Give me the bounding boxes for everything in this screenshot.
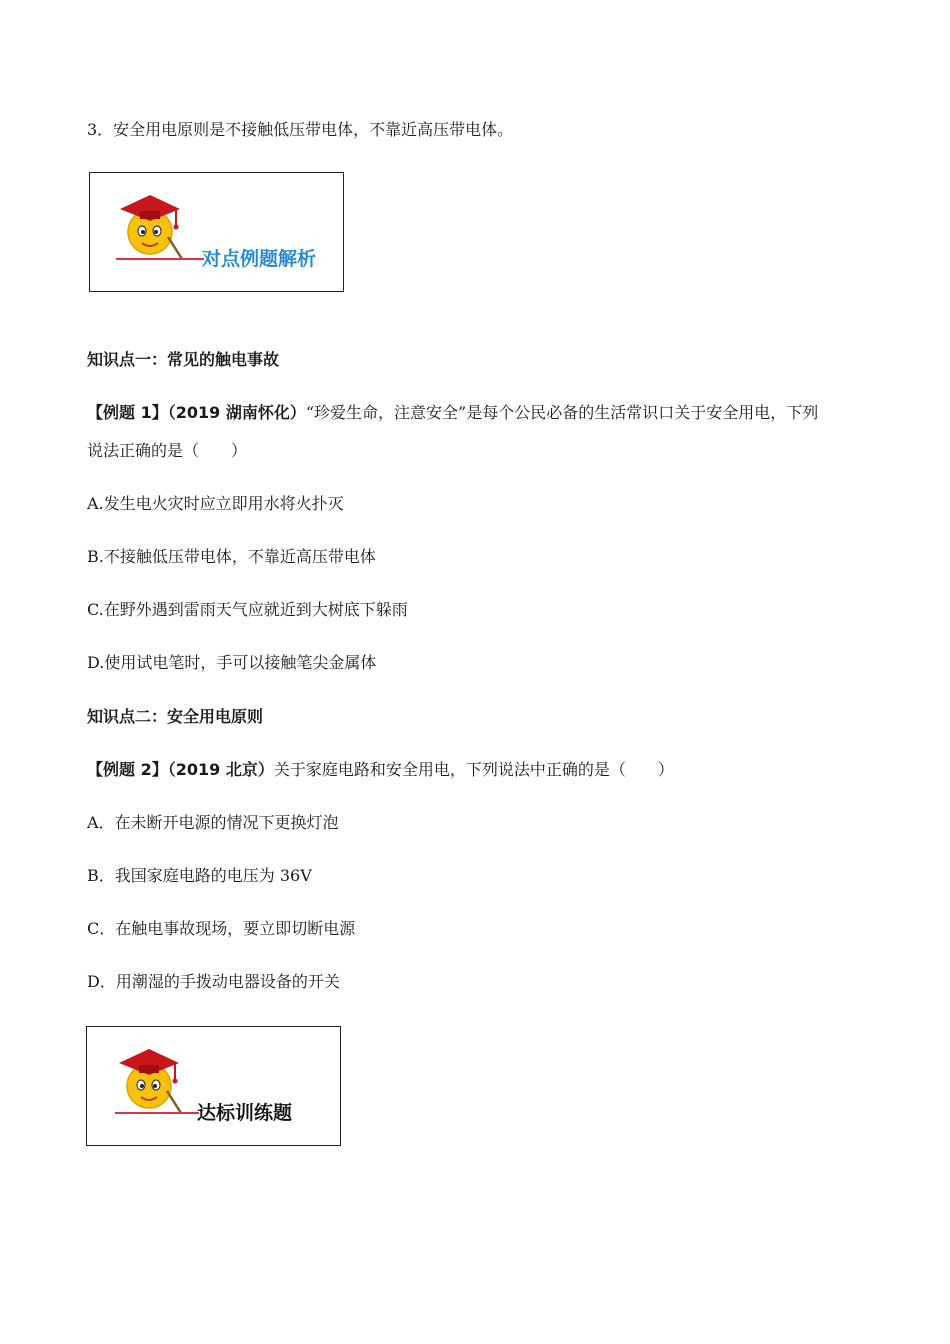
example-tag: 【例题 2】 <box>87 760 168 779</box>
option-a: A．在未断开电源的情况下更换灯泡 <box>87 813 339 832</box>
option-b: B．我国家庭电路的电压为 36V <box>87 866 312 885</box>
banner-box <box>86 1026 341 1146</box>
example-source: （2019 北京） <box>167 760 274 779</box>
option-d: D.使用试电笔时，手可以接触笔尖金属体 <box>87 653 377 672</box>
section-title: 知识点二：安全用电原则 <box>87 707 264 726</box>
example-2-stem <box>87 760 674 780</box>
example-1-stem-line2: 说法正确的是（ ） <box>87 441 248 460</box>
banner-title: 达标训练题 <box>197 1102 293 1124</box>
option-a: A.发生电火灾时应立即用水将火扑灭 <box>87 494 344 513</box>
banner-title: 对点例题解析 <box>202 248 317 270</box>
banner-underline <box>115 1112 199 1114</box>
banner-underline <box>116 258 204 260</box>
example-stem-text: 关于家庭电路和安全用电，下列说法中正确的是（ ） <box>273 760 674 779</box>
option-d: D．用潮湿的手拨动电器设备的开关 <box>87 972 340 991</box>
example-1-stem <box>87 403 818 423</box>
mascot-graduate-icon <box>110 187 190 267</box>
option-c: C．在触电事故现场，要立即切断电源 <box>87 919 356 938</box>
banner-box <box>89 172 344 292</box>
example-source: （2019 湖南怀化） <box>167 403 306 422</box>
option-b: B.不接触低压带电体，不靠近高压带电体 <box>87 547 376 566</box>
mascot-graduate-icon <box>109 1041 189 1121</box>
intro-line: 3．安全用电原则是不接触低压带电体，不靠近高压带电体。 <box>87 120 514 139</box>
option-c: C.在野外遇到雷雨天气应就近到大树底下躲雨 <box>87 600 408 619</box>
example-tag: 【例题 1】 <box>87 403 168 422</box>
example-stem-text: “珍爱生命，注意安全”是每个公民必备的生活常识口关于安全用电，下列 <box>305 403 819 422</box>
section-title: 知识点一：常见的触电事故 <box>87 350 280 369</box>
